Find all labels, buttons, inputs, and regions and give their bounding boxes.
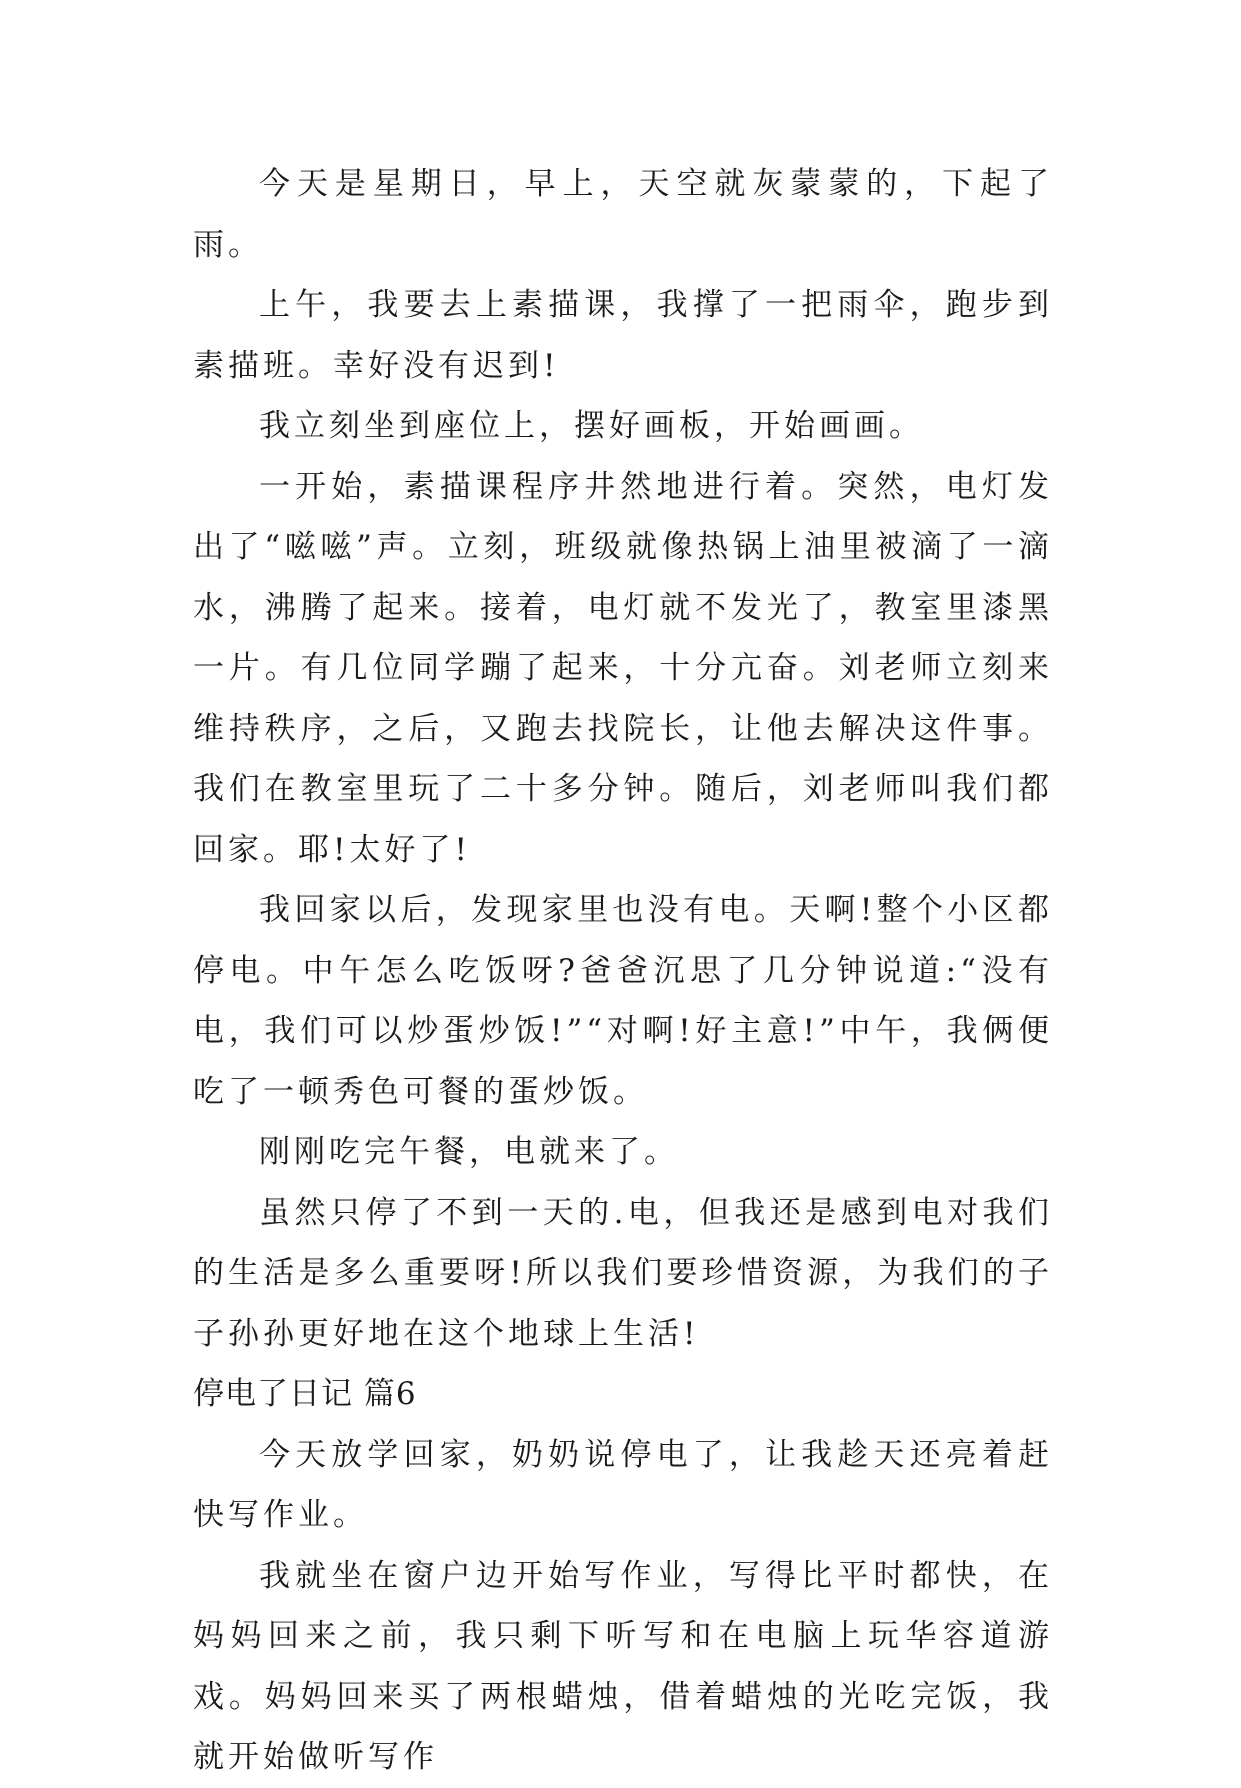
paragraph: 今天是星期日，早上，天空就灰蒙蒙的，下起了雨。	[193, 166, 1053, 263]
paragraph: 虽然只停了不到一天的.电，但我还是感到电对我们的生活是多么重要呀!所以我们要珍惜资源，为我们的子子孙孙更好地在这个地球上生活!	[193, 1194, 1053, 1352]
section-heading: 停电了日记 篇6	[193, 1376, 417, 1412]
paragraph: 我回家以后，发现家里也没有电。天啊!整个小区都停电。中午怎么吃饭呀?爸爸沉思了几分钟说道:“没有电，我们可以炒蛋炒饭!”“对啊!好主意!”中午，我俩便吃了一顿秀色可餐的蛋炒饭。	[193, 892, 1053, 1110]
paragraph: 上午，我要去上素描课，我撑了一把雨伞，跑步到素描班。幸好没有迟到!	[193, 287, 1053, 384]
paragraph: 一开始，素描课程序井然地进行着。突然，电灯发出了“嗞嗞”声。立刻，班级就像热锅上油里被滴了一滴水，沸腾了起来。接着，电灯就不发光了，教室里漆黑一片。有几位同学蹦了起来，十分亢奋。刘老师立刻来维持秩序，之后，又跑去找院长，让他去解决这件事。我们在教室里玩了二十多分钟。随后，刘老师叫我们都回家。耶!太好了!	[193, 468, 1053, 868]
paragraph: 今天放学回家，奶奶说停电了，让我趁天还亮着赶快写作业。	[193, 1436, 1053, 1533]
paragraph: 刚刚吃完午餐，电就来了。	[259, 1134, 679, 1170]
paragraph: 我就坐在窗户边开始写作业，写得比平时都快，在妈妈回来之前，我只剩下听写和在电脑上玩华容道游戏。妈妈回来买了两根蜡烛，借着蜡烛的光吃完饭，我就开始做听写作	[193, 1557, 1053, 1775]
paragraph: 我立刻坐到座位上，摆好画板，开始画画。	[259, 408, 924, 444]
document-page	[193, 154, 1053, 1788]
